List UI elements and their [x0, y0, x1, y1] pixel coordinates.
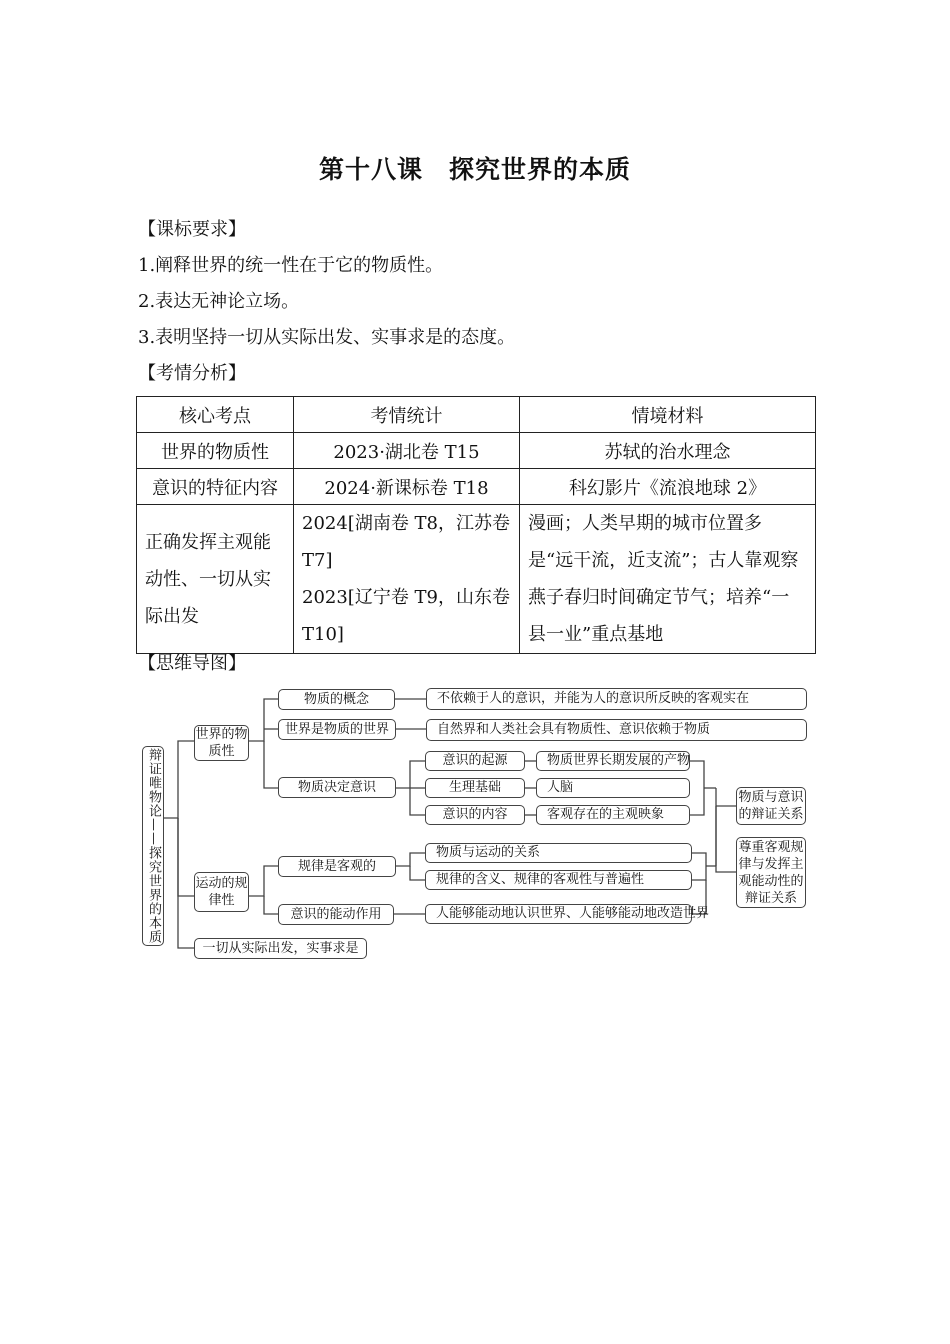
page-title: 第十八课 探究世界的本质: [318, 155, 631, 184]
table-cell: 意识的特征内容: [137, 469, 294, 505]
mindmap-node-active-role: 意识的能动作用: [278, 904, 394, 925]
mindmap-node-content-def: 客观存在的主观映象: [536, 805, 690, 825]
requirement-item: 1.阐释世界的统一性在于它的物质性。: [138, 255, 444, 276]
mindmap-heading: 【思维导图】: [138, 653, 246, 674]
table-cell: 2024·新课标卷 T18: [294, 469, 520, 505]
table-cell: 正确发挥主观能动性、一切从实际出发: [137, 505, 294, 654]
table-cell: 苏轼的治水理念: [520, 433, 816, 469]
table-cell: 科幻影片《流浪地球 2》: [520, 469, 816, 505]
requirement-item: 2.表达无神论立场。: [138, 291, 300, 312]
mindmap-node-concept: 物质的概念: [278, 689, 395, 710]
mindmap-node-origin-def: 物质世界长期发展的产物: [536, 751, 690, 771]
mindmap-node-material-world: 世界是物质的世界: [278, 719, 396, 740]
mindmap-node-origin: 意识的起源: [425, 751, 525, 771]
table-cell: 2023·湖北卷 T15: [294, 433, 520, 469]
mindmap-branch-world: 世界的物质性: [195, 727, 248, 759]
mindmap-node-content: 意识的内容: [425, 805, 525, 825]
requirement-item: 3.表明坚持一切从实际出发、实事求是的态度。: [138, 327, 516, 348]
table-cell: 2024[湖南卷 T8，江苏卷 T7] 2023[辽宁卷 T9，山东卷 T10]: [294, 505, 520, 654]
mindmap-node-active-role-def: 人能够能动地认识世界、人能够能动地改造世界: [425, 904, 692, 924]
table-cell: 漫画；人类早期的城市位置多是“远干流，近支流”；古人靠观察燕子春归时间确定节气；培养“一县一业”重点基地: [520, 505, 816, 654]
mindmap-node-law-objective: 规律是客观的: [278, 856, 396, 877]
mindmap-node-physio-def: 人脑: [536, 778, 690, 798]
table-header-cell: 情境材料: [520, 397, 816, 433]
requirements-heading: 【课标要求】: [138, 219, 246, 240]
mindmap-root-node: 辩证唯物论——探究世界的本质: [142, 746, 164, 946]
table-header-cell: 核心考点: [137, 397, 294, 433]
analysis-heading: 【考情分析】: [138, 363, 246, 384]
mindmap-branch-practice: 一切从实际出发，实事求是: [194, 938, 367, 959]
mindmap-node-material-world-def: 自然界和人类社会具有物质性、意识依赖于物质: [426, 719, 807, 741]
mindmap-node-respect-law: 尊重客观规律与发挥主观能动性的辩证关系: [736, 837, 806, 908]
table-cell: 世界的物质性: [137, 433, 294, 469]
mindmap-node-physio: 生理基础: [425, 778, 525, 798]
mindmap-node-concept-def: 不依赖于人的意识，并能为人的意识所反映的客观实在: [426, 688, 807, 710]
mindmap-node-decides: 物质决定意识: [278, 777, 396, 798]
mindmap-node-law-meaning: 规律的含义、规律的客观性与普遍性: [425, 870, 692, 890]
mindmap-node-motion-relation: 物质与运动的关系: [425, 843, 692, 863]
mindmap-branch-motion: 运动的规律性: [194, 872, 249, 912]
mindmap-node-dialectic-relation: 物质与意识的辩证关系: [736, 787, 806, 825]
table-header-cell: 考情统计: [294, 397, 520, 433]
